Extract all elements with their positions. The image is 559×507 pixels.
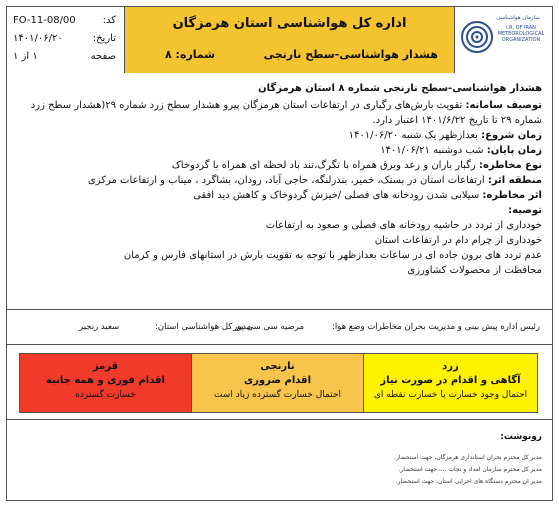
cc-line: مدیر کل محترم بحران استانداری هرمزگان، جهت استحضار.: [394, 454, 542, 461]
advice-item: خودداری از تردد در حاشیه رودخانه های فصلی و صعود به ارتفاعات: [265, 220, 542, 231]
effect-text: سیلابی شدن رودخانه های فصلی /خیزش گردوخاک و کاهش دید افقی: [193, 190, 480, 201]
page-value: ۱ از ۱: [13, 51, 38, 62]
region-text: ارتفاعات استان در بستک، خمیر، بندرلنگه، حاجی آباد، رودان، بشاگرد ، میناب و ارتفاعات مرکزی: [87, 175, 485, 186]
level-red-action: اقدام فوری و همه جانبه: [46, 375, 165, 386]
date-value: ۱۴۰۱/۰۶/۲۰: [13, 33, 63, 44]
start-label: زمان شروع:: [481, 130, 542, 141]
affected-region: [17, 173, 542, 188]
director-label: مدیر کل هواشناسی استان:: [155, 322, 252, 332]
end-time: [17, 143, 542, 158]
content-subtitle: هشدار هواشناسی-سطح نارنجی شماره ۸ استان هرمزگان: [258, 83, 542, 94]
logo-cell: [454, 7, 552, 73]
head-label: رئیس اداره پیش بینی و مدیریت بحران مخاطرات وضع هوا:: [331, 322, 540, 332]
logo-text-fa: سازمان هواشناسی: [496, 15, 540, 21]
description-label: توصیف سامانه:: [465, 100, 542, 111]
level-yellow-name: زرد: [442, 361, 459, 372]
level-yellow-desc: احتمال وجود خسارت یا خسارت نقطه ای: [373, 390, 528, 400]
level-red: [20, 354, 191, 412]
advice-item: خودداری از چرام دام در ارتفاعات استان: [374, 235, 542, 246]
meta-cell: [7, 7, 124, 73]
effect-label: اثر مخاطره:: [482, 190, 542, 201]
end-text: شب دوشنبه ۱۴۰۱/۰۶/۲۱: [380, 145, 484, 156]
meteorology-logo-icon: [460, 17, 494, 57]
hazard-label: نوع مخاطره:: [478, 160, 542, 171]
start-time: [17, 128, 542, 143]
cc-line: مدیر ان محترم دستگاه های اجرایی استان، جهت استحضار.: [395, 478, 542, 485]
advice-item: محافظت از محصولات کشاورزی: [407, 265, 542, 276]
warning-levels-table: [19, 353, 538, 413]
code-value: FO-11-08/00: [13, 15, 76, 26]
level-orange-name: نارنجی: [260, 361, 295, 372]
warning-document: [6, 6, 553, 501]
warning-content: [7, 73, 552, 309]
level-red-name: قرمز: [92, 361, 119, 372]
level-yellow-action: آگاهی و اقدام در صورت نیاز: [380, 375, 521, 386]
level-orange: [191, 354, 364, 412]
code-label: کد:: [102, 15, 116, 26]
description-text: تقویت بارش‌های رگباری در ارتفاعات استان هرمزگان پیرو هشدار سطح زرد شماره ۲۹(هشدار سطح زرد شماره ۲۹ تا تاریخ ۱۴۰۱/۶/۲۲ اعتبار دارد.: [30, 100, 542, 126]
org-title: اداره کل هواشناسی استان هرمزگان: [172, 16, 407, 31]
warning-number: شماره: ۸: [165, 48, 216, 61]
title-cell: [124, 7, 454, 73]
document-header: [7, 7, 552, 73]
region-label: منطقه اثر:: [487, 175, 542, 186]
cc-footer: [7, 419, 552, 502]
advice-label: توصیه:: [508, 205, 542, 216]
level-orange-action: اقدام ضروری: [243, 375, 311, 386]
level-red-desc: خسارت گسترده: [75, 390, 136, 400]
signature-row: [7, 309, 552, 345]
start-text: بعدازظهر یک شنبه ۱۴۰۱/۰۶/۲۰: [348, 130, 478, 141]
page-label: صفحه: [90, 51, 116, 62]
advice-item: عدم تردد های برون جاده ای در ساعات بعدازظهر با توجه به تقویت بارش در استانهای فارس و کرمان: [123, 250, 542, 261]
level-orange-desc: احتمال خسارت گسترده زیاد است: [213, 390, 342, 400]
cc-line: مدیر کل محترم سازمان امداد و نجات ...، جهت استحضار.: [398, 466, 542, 473]
logo-text-en: I.R. OF IRAN METEOROLOGICAL ORGANIZATION: [497, 25, 545, 43]
warning-title: هشدار هواشناسی-سطح نارنجی: [263, 48, 438, 61]
date-label: تاریخ:: [92, 33, 116, 44]
hazard-text: رگبار باران و رعد وبرق همراه با تگرگ،تند باد لحظه ای همراه با گردوخاک: [171, 160, 476, 171]
end-label: زمان پایان:: [486, 145, 542, 156]
cc-label: رونوشت:: [500, 432, 542, 442]
hazard-type: [17, 158, 542, 173]
director-name: سعید رنجبر: [79, 322, 120, 332]
head-name: مرضیه سی سی پور: [233, 322, 304, 332]
level-yellow: [364, 354, 537, 412]
hazard-effect: [17, 188, 542, 203]
description-paragraph: [17, 98, 542, 128]
